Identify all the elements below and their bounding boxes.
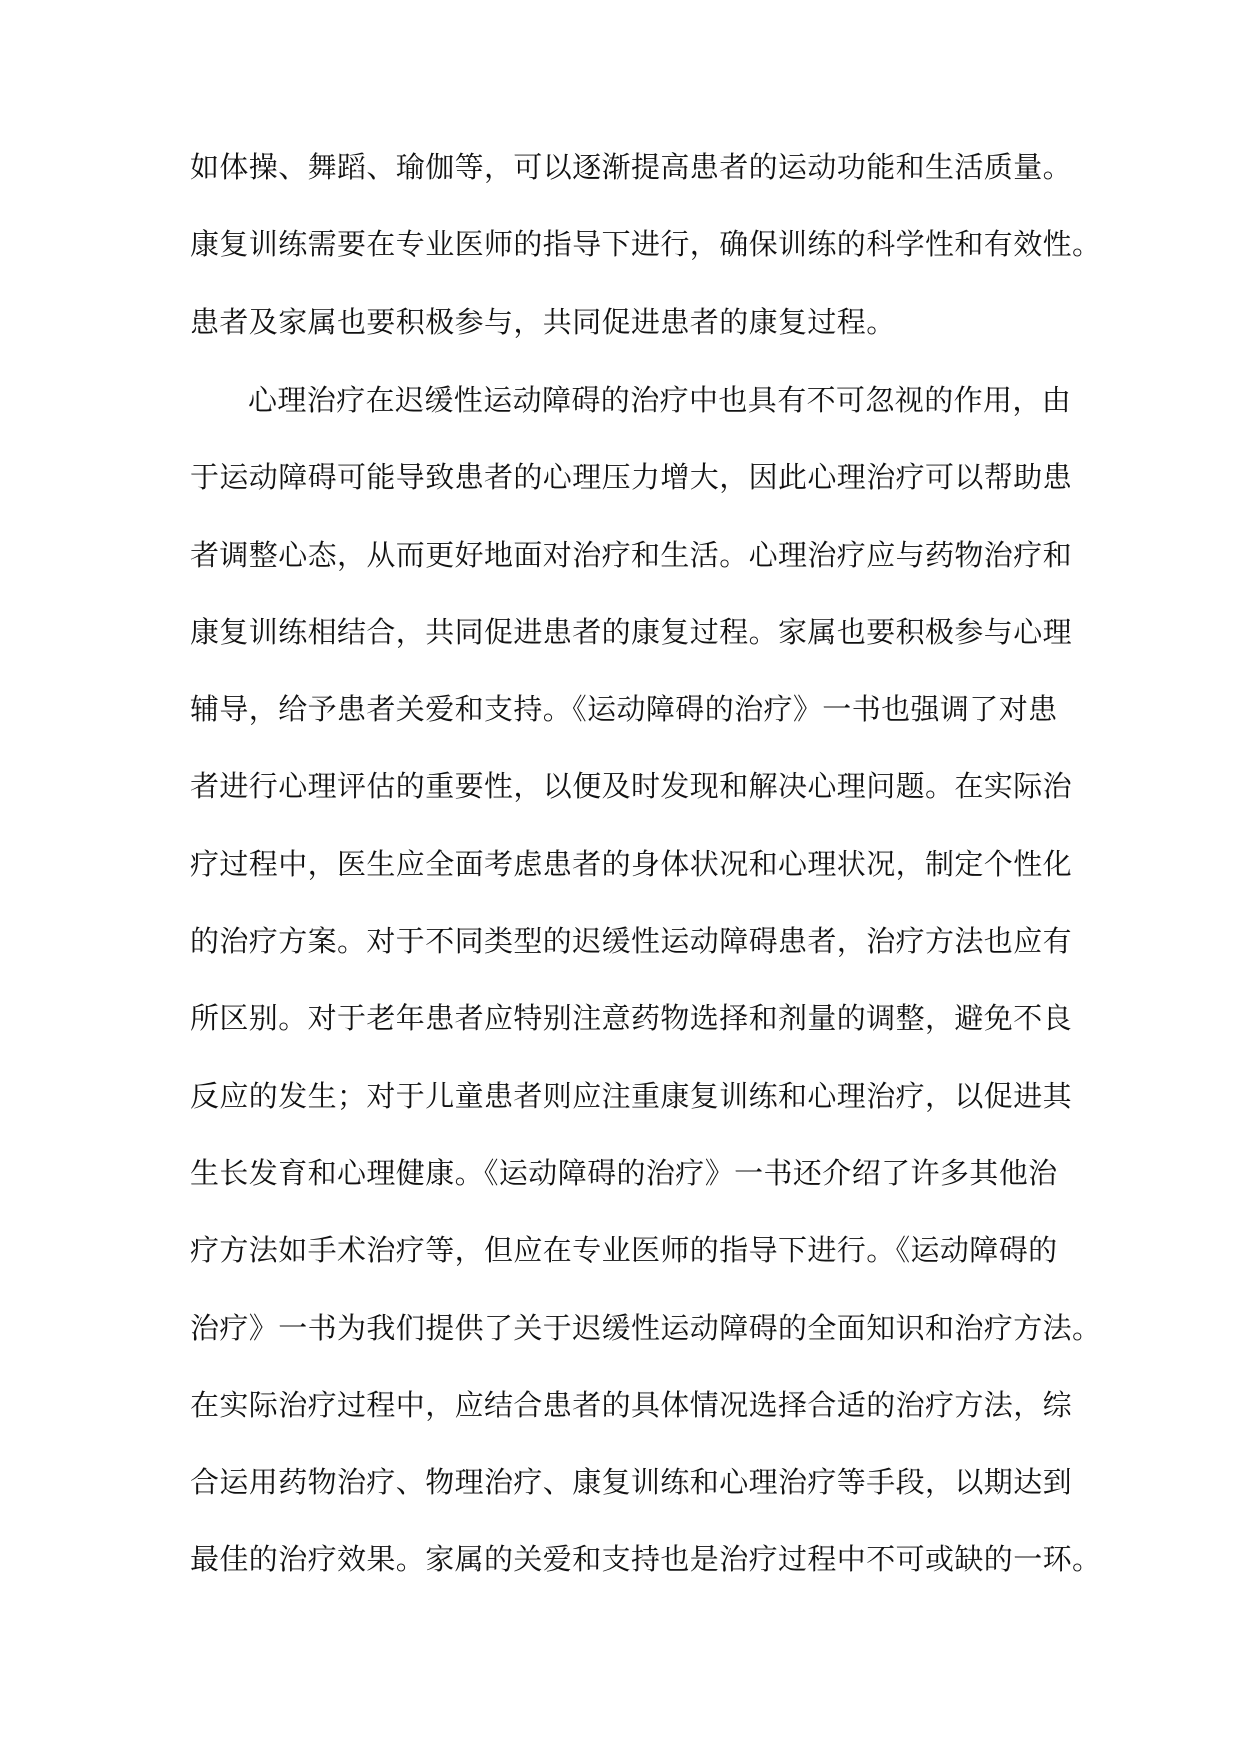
text-line: 如体操、舞蹈、瑜伽等，可以逐渐提高患者的运动功能和生活质量。: [190, 150, 1073, 184]
text-line: 辅导，给予患者关爱和支持。《运动障碍的治疗》一书也强调了对患: [190, 692, 1058, 727]
text-line: 疗过程中，医生应全面考虑患者的身体状况和心理状况，制定个性化: [190, 846, 1073, 881]
text-line: 反应的发生；对于儿童患者则应注重康复训练和心理治疗，以促进其: [190, 1078, 1073, 1113]
paragraph-rehab-training: [190, 147, 1102, 379]
paragraph-psychotherapy: [190, 380, 1102, 1617]
text-line: 康复训练相结合，共同促进患者的康复过程。家属也要积极参与心理: [190, 614, 1073, 649]
text-line-first: 心理治疗在迟缓性运动障碍的治疗中也具有不可忽视的作用，由: [248, 383, 1072, 417]
text-line: 者进行心理评估的重要性，以便及时发现和解决心理问题。在实际治: [190, 769, 1073, 804]
text-line: 生长发育和心理健康。《运动障碍的治疗》一书还介绍了许多其他治: [190, 1155, 1058, 1190]
text-line: 疗方法如手术治疗等，但应在专业医师的指导下进行。《运动障碍的: [190, 1233, 1058, 1268]
text-line: 于运动障碍可能导致患者的心理压力增大，因此心理治疗可以帮助患: [190, 460, 1073, 495]
text-line: 康复训练需要在专业医师的指导下进行，确保训练的科学性和有效性。: [190, 227, 1102, 262]
text-line: 最佳的治疗效果。家属的关爱和支持也是治疗过程中不可或缺的一环。: [190, 1542, 1102, 1577]
text-line: 合运用药物治疗、物理治疗、康复训练和心理治疗等手段，以期达到: [190, 1465, 1073, 1500]
text-line: 在实际治疗过程中，应结合患者的具体情况选择合适的治疗方法，综: [190, 1387, 1073, 1422]
text-line: 患者及家属也要积极参与，共同促进患者的康复过程。: [190, 304, 896, 339]
text-line: 的治疗方案。对于不同类型的迟缓性运动障碍患者，治疗方法也应有: [190, 924, 1073, 959]
text-line: 所区别。对于老年患者应特别注意药物选择和剂量的调整，避免不良: [190, 1001, 1073, 1036]
text-line: 者调整心态，从而更好地面对治疗和生活。心理治疗应与药物治疗和: [190, 537, 1073, 572]
text-line: 治疗》一书为我们提供了关于迟缓性运动障碍的全面知识和治疗方法。: [190, 1310, 1102, 1345]
